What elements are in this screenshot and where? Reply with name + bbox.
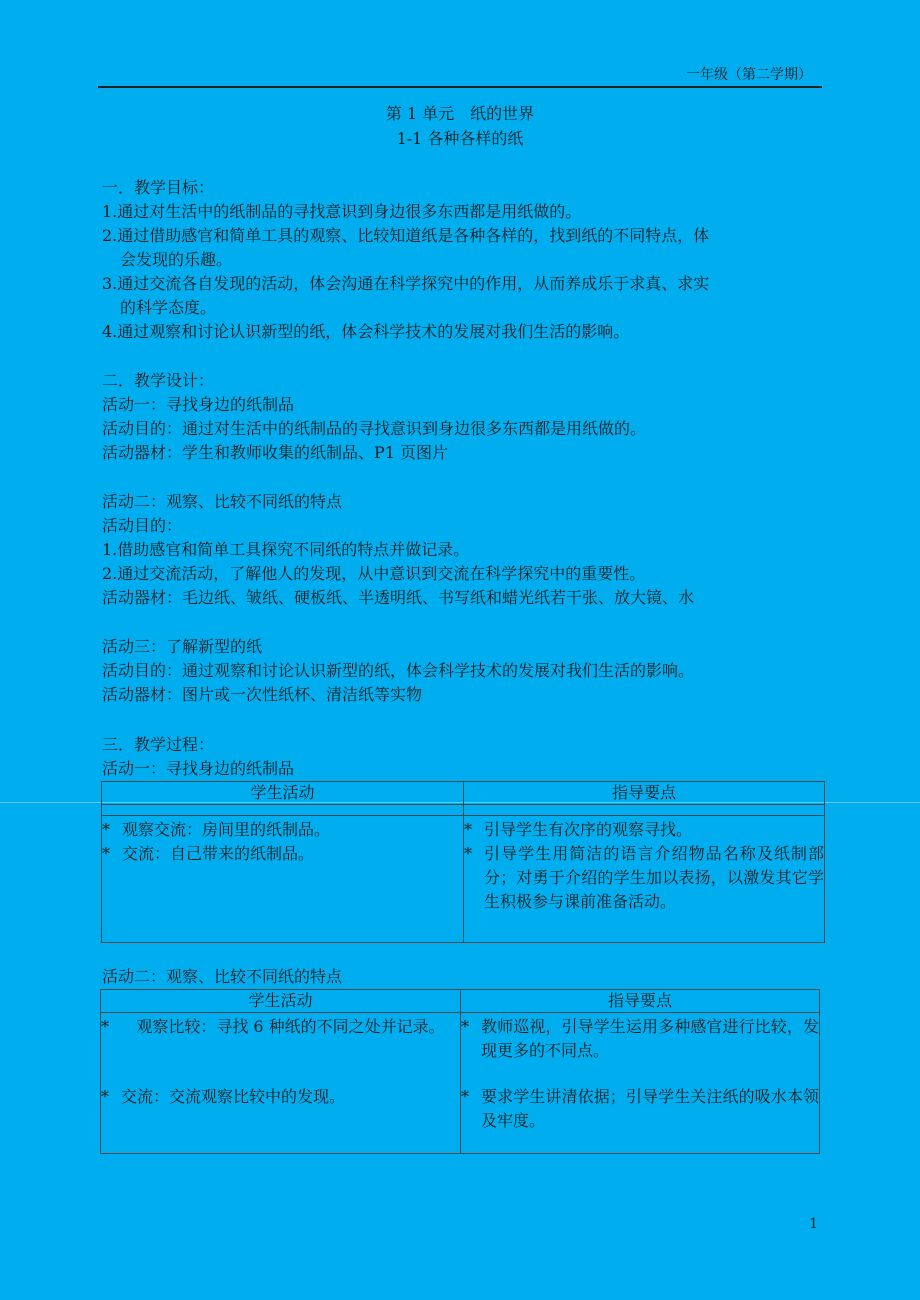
- table1-col-student: 学生活动: [102, 782, 464, 805]
- activity2-purpose-2: 2.通过交流活动，了解他人的发现，从中意识到交流在科学探究中的重要性。: [102, 564, 646, 583]
- activity2-materials: 活动器材：毛边纸、皱纸、硬板纸、半透明纸、书写纸和蜡光纸若干张、放大镜、水: [102, 588, 695, 607]
- objective-1: 1.通过对生活中的纸制品的寻找意识到身边很多东西都是用纸做的。: [102, 202, 582, 221]
- activity1-name: 活动一：寻找身边的纸制品: [102, 395, 295, 414]
- table1-guide-cell: [464, 816, 825, 943]
- table2-guide-cell: [461, 1013, 820, 1154]
- table1-spacer-cell: [102, 805, 464, 816]
- header-rule: [98, 86, 822, 88]
- design-heading: 二．教学设计：: [102, 371, 215, 390]
- bullet-star: *: [102, 820, 110, 839]
- table2-student-item: [101, 1015, 460, 1063]
- objective-2: 2.通过借助感官和简单工具的观察、比较知道纸是各种各样的，找到纸的不同特点，体: [102, 226, 710, 245]
- table1-col-guide: 指导要点: [464, 782, 825, 805]
- activity2-table: [100, 989, 820, 1154]
- table1-student-item: [102, 818, 463, 842]
- unit-title: 第 1 单元 纸的世界: [385, 104, 535, 123]
- table2-student-item: [101, 1085, 460, 1109]
- table1-guide-text: 引导学生有次序的观察寻找。: [484, 820, 693, 839]
- table2-guide-text: 教师巡视，引导学生运用多种感官进行比较，发现更多的不同点。: [481, 1017, 819, 1060]
- table2-guide-item: [461, 1015, 819, 1063]
- bullet-star: *: [101, 1087, 109, 1106]
- activity2-name: 活动二：观察、比较不同纸的特点: [102, 492, 343, 511]
- table2-col-student: 学生活动: [101, 990, 461, 1013]
- activity2-purpose: 活动目的：: [102, 516, 183, 535]
- table1-student-text: 观察交流：房间里的纸制品。: [122, 820, 331, 839]
- table2-student-text: 交流：交流观察比较中的发现。: [121, 1087, 346, 1106]
- table2-col-guide: 指导要点: [461, 990, 820, 1013]
- table1-guide-text: 引导学生用简洁的语言介绍物品名称及纸制部分；对勇于介绍的学生加以表扬，以激发其它学生积极参与课前准备活动。: [484, 844, 824, 911]
- objectives-heading: 一．教学目标：: [102, 178, 215, 197]
- activity1-purpose: 活动目的：通过对生活中的纸制品的寻找意识到身边很多东西都是用纸做的。: [102, 419, 647, 438]
- bullet-star: *: [464, 844, 472, 863]
- bullet-star: *: [461, 1017, 469, 1036]
- table2-guide-item: [461, 1085, 819, 1133]
- table1-guide-item: [464, 842, 824, 914]
- table1-student-item: [102, 842, 463, 866]
- table2-label: 活动二：观察、比较不同纸的特点: [102, 967, 343, 986]
- table1-guide-item: [464, 818, 824, 842]
- activity1-table: [101, 781, 825, 943]
- activity2-purpose-1: 1.借助感官和简单工具探究不同纸的特点并做记录。: [102, 540, 470, 559]
- header-grade: 一年级（第二学期）: [686, 67, 812, 83]
- bullet-star: *: [464, 820, 472, 839]
- bullet-star: *: [101, 1017, 109, 1036]
- table2-student-cell: [101, 1013, 461, 1154]
- bullet-star: *: [461, 1087, 469, 1106]
- activity3-materials: 活动器材：图片或一次性纸杯、清洁纸等实物: [102, 685, 423, 704]
- objective-3-cont: 的科学态度。: [120, 298, 217, 317]
- lesson-title: 1-1 各种各样的纸: [396, 129, 524, 148]
- table1-student-text: 交流：自己带来的纸制品。: [122, 844, 315, 863]
- table2-student-text: 观察比较：寻找 6 种纸的不同之处并记录。: [136, 1017, 445, 1036]
- bullet-star: *: [102, 844, 110, 863]
- table1-spacer-cell: [464, 805, 825, 816]
- objective-4: 4.通过观察和讨论认识新型的纸，体会科学技术的发展对我们生活的影响。: [102, 322, 630, 341]
- table1-label: 活动一：寻找身边的纸制品: [102, 759, 295, 778]
- page-number: 1: [809, 1216, 818, 1232]
- objective-3: 3.通过交流各自发现的活动，体会沟通在科学探究中的作用，从而养成乐于求真、求实: [102, 274, 710, 293]
- activity3-purpose: 活动目的：通过观察和讨论认识新型的纸，体会科学技术的发展对我们生活的影响。: [102, 661, 695, 680]
- activity1-materials: 活动器材：学生和教师收集的纸制品、P1 页图片: [102, 443, 449, 462]
- table2-guide-text: 要求学生讲清依据；引导学生关注纸的吸水本领及牢度。: [481, 1087, 819, 1130]
- objective-2-cont: 会发现的乐趣。: [120, 250, 233, 269]
- table1-student-cell: [102, 816, 464, 943]
- process-heading: 三．教学过程：: [102, 735, 215, 754]
- activity3-name: 活动三：了解新型的纸: [102, 637, 263, 656]
